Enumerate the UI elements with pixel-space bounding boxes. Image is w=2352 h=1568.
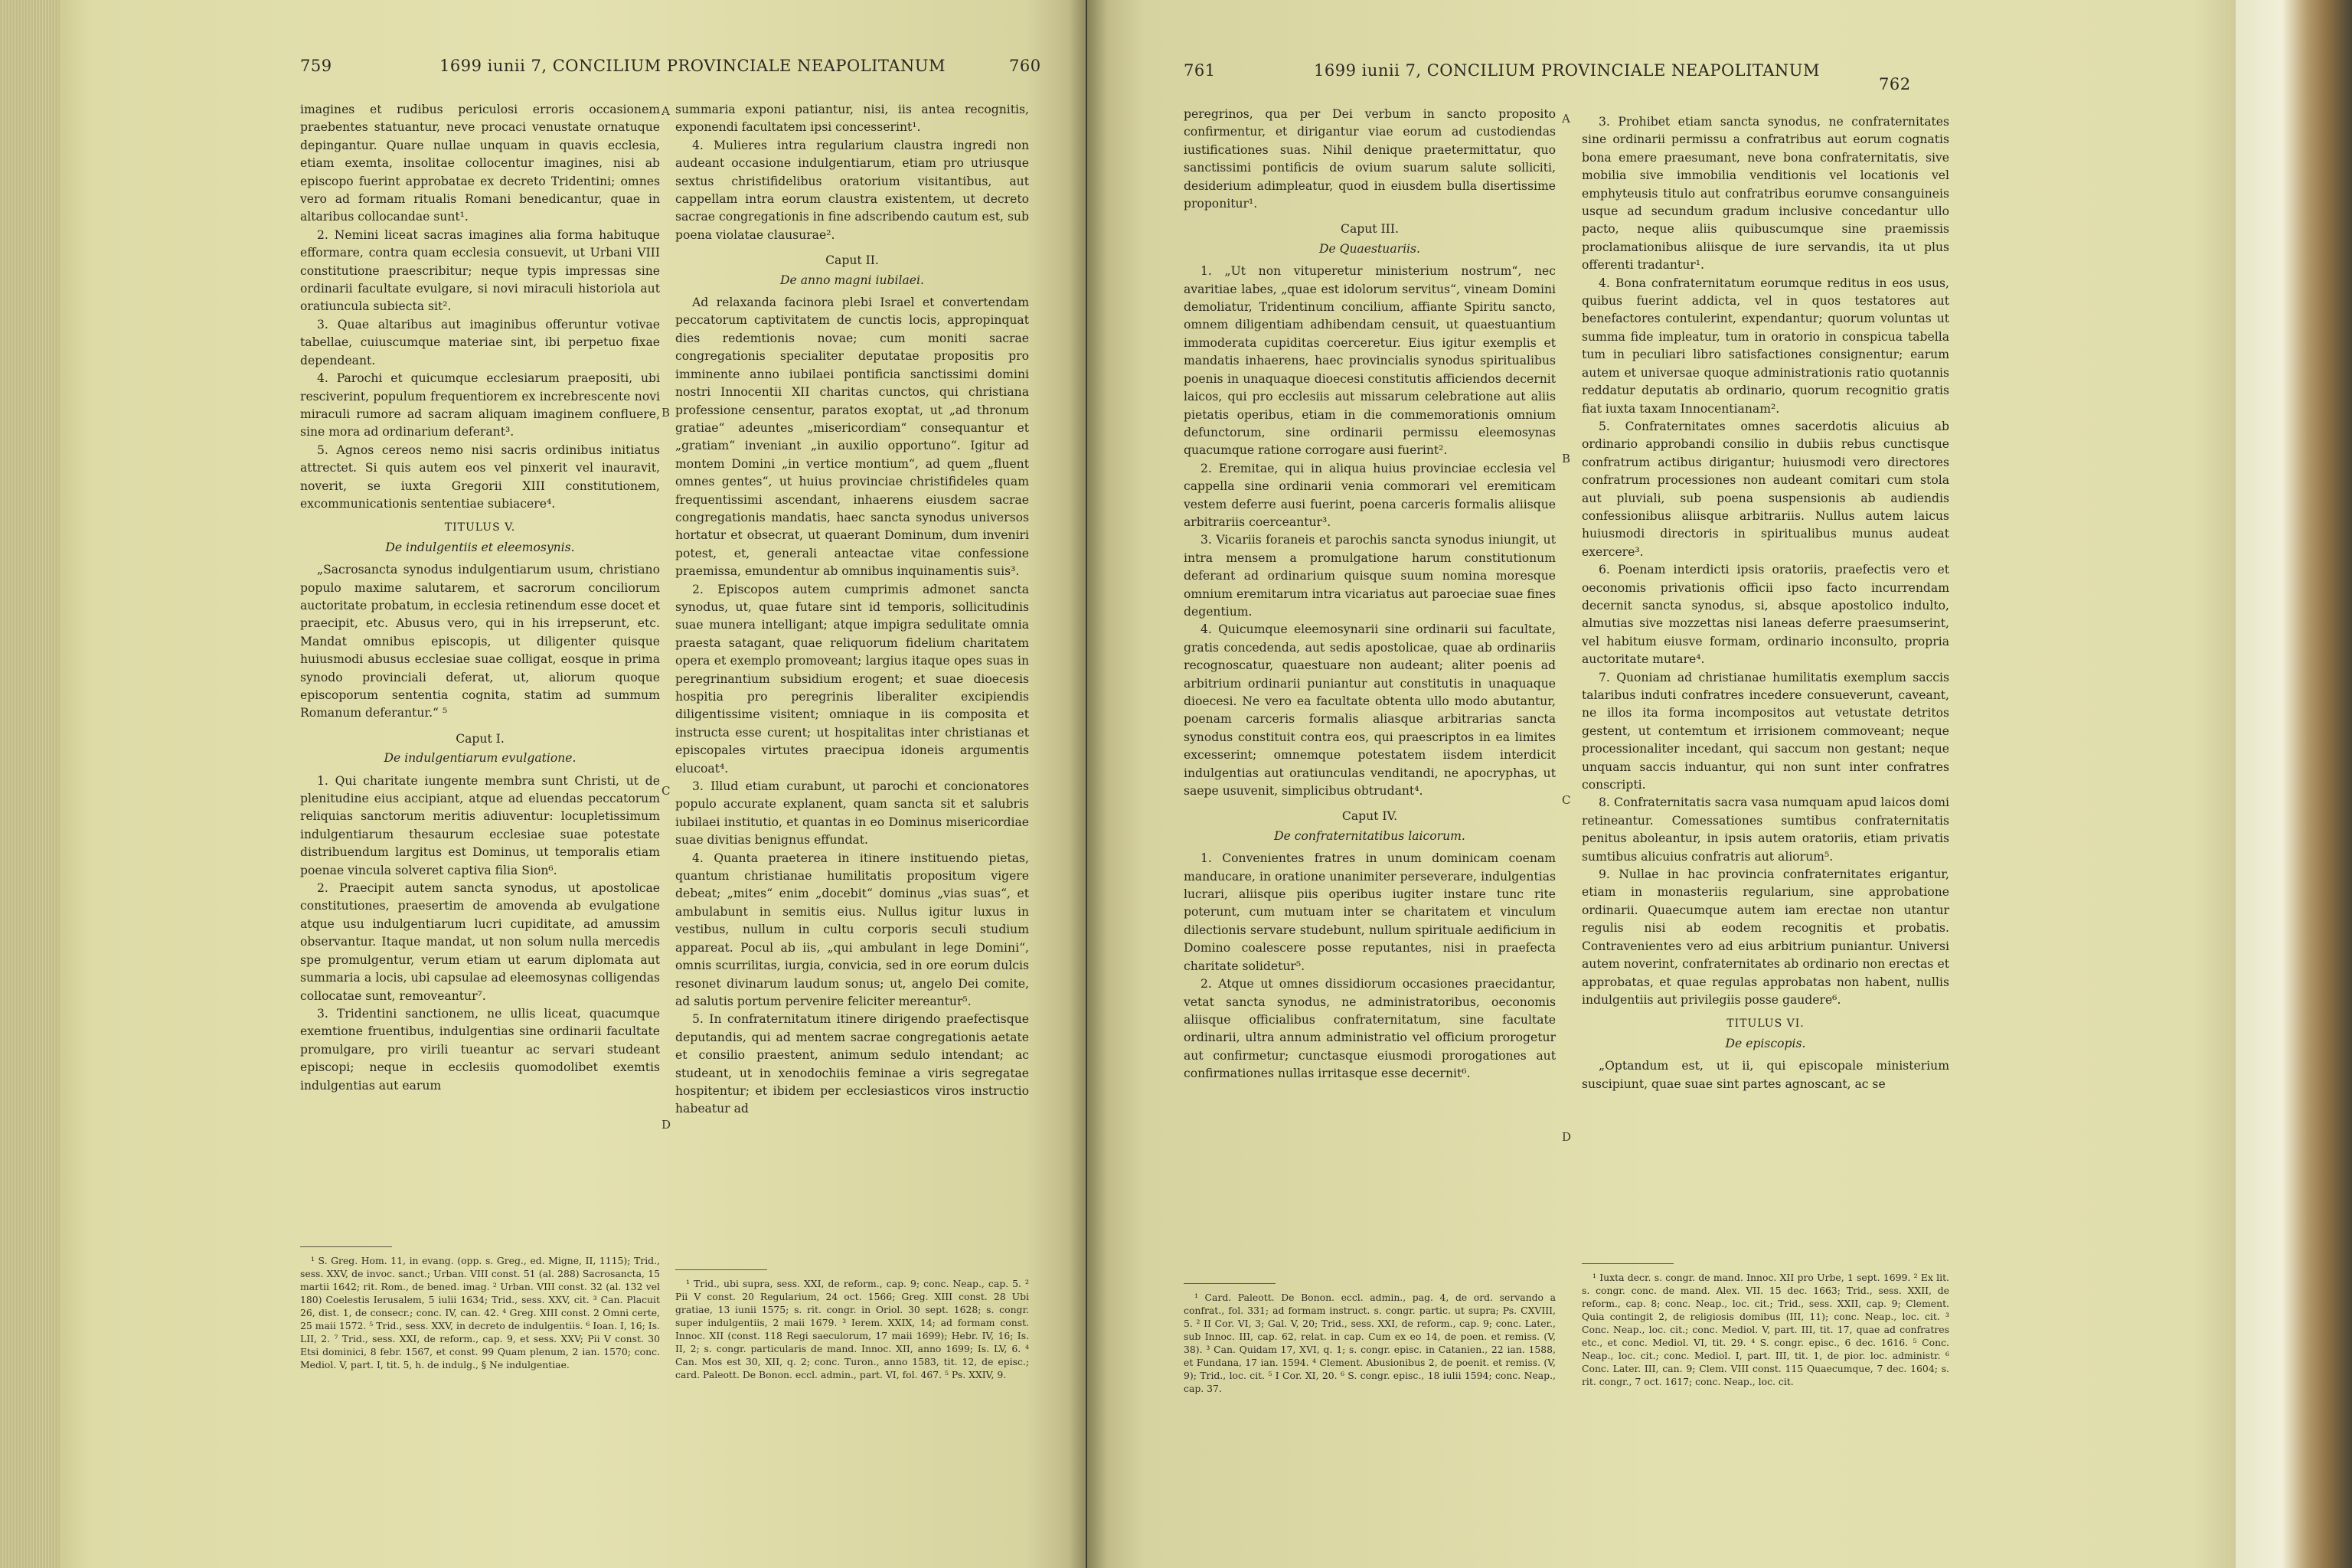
footnote-text: ¹ S. Greg. Hom. 11, in evang. (opp. s. Greg., ed. Migne, II, 1115); Trid., sess. XXV, de invoc. sanct.; Urban. VIII const. 51 (al. 288) Sacrosancta, 15 martii 1642; rit. Rom., de bened. imag. ² Urban. VIII const. 32 (al. 132 vel 180) Coelestis Ierusalem, 5 iulii 1634; Trid., sess. XXV, cit. ³ Can. Placuit 26, dist. 1, de consecr.; conc. IV, can. 42. ⁴ Greg. XIII const. 2 Omni certe, 25 maii 1572. ⁵ Trid., sess. XXV, in decreto de indulgentiis. ⁶ Ioan. I, 16; Is. LII, 2. ⁷ Trid., sess. XXI, de reform., cap. 9, et sess. XXV; Pii V const. 30 Etsi dominici, 8 febr. 1567, et const. 99 Quam plenum, 2 ian. 1570; conc. Mediol. V, part. I, tit. 5, h. de indulg., § Ne indulgentiae.: [300, 1255, 660, 1370]
paragraph: 3. Illud etiam curabunt, ut parochi et concionatores populo accurate explanent, quam sancta sit et salubris iubilaei institutio, et quantas in eo Dominus misericordiae suae divitias benignus effundat.: [675, 779, 1029, 848]
paragraph: 5. Agnos cereos nemo nisi sacris ordinibus initiatus attrectet. Si quis autem eos vel pinxerit vel inauravit, noverit, se iuxta Gregorii XIII constitutionem, excommunicationis sententiae subiacere⁴.: [300, 443, 660, 511]
margin-letter: B: [1562, 452, 1571, 466]
left-column-1: [300, 101, 660, 1095]
margin-letter: C: [1562, 793, 1571, 807]
margin-letter: D: [662, 1118, 671, 1132]
paragraph: 4. Bona confraternitatum eorumque reditus in eos usus, quibus fuerint addicta, vel in quos testatores aut benefactores contulerint, expendantur; quorum voluntas ut summa fide impleatur, tum in oratorio in conspicua tabella tum in peculiari libro satisfactiones consignentur; earum autem et universae quoque administrationis ratio quotannis reddatur deputatis ab ordinario, quorum recognitio gratis fiat iuxta taxam Innocentianam².: [1582, 276, 1949, 416]
paragraph: 6. Poenam interdicti ipsis oratoriis, praefectis vero et oeconomis privationis officii ipso facto incurrendam decernit sancta synodus, si, absque apostolico indulto, almutias sive mozzettas nisi laneas deferre praesumserint, vel habitum eiusve formam, ordinario inconsulto, propria auctoritate mutare⁴.: [1582, 563, 1949, 667]
paragraph: 2. Nemini liceat sacras imagines alia forma habituque efformare, contra quam ecclesia consuevit, ut Urbani VIII constitutione praescribitur; neque typis impressas sine ordinarii facultate evulgare, si novi miraculi historiola aut oratiuncula subiecta sit².: [300, 227, 660, 314]
paragraph: 2. Episcopos autem cumprimis admonet sancta synodus, ut, quae futare sint id temporis, sollicitudinis suae munera intelligant; atque impigra sedulitate omnia praesta satagant, quae reliquorum fidelium charitatem opera et exemplo promoveant; largius itaque opes suas in peregrinantium subsidium erogent; et suae dioecesis hospitia pro peregrinis liberaliter excipiendis diligentissime visitent; omniaque in iis composita et instructa esse curent; ut hospitalitas inter christianas et episcopales virtutes praecipua idoneis argumentis elucoat⁴.: [675, 582, 1029, 776]
caput-heading: Caput IV.: [1341, 809, 1398, 824]
left-page-edges: [0, 0, 60, 1568]
paragraph: „Sacrosancta synodus indulgentiarum usum, christiano populo maxime salutarem, et sacrorum conciliorum auctoritate probatum, in ecclesia retinendum esse docet et praecipit, etc. Abusus vero, qui in his irrepserunt, etc. Mandat omnibus episcopis, ut diligenter quisque huiusmodi abusus ecclesiae suae colligat, eosque in prima synodo provinciali deferat, ut, aliorum quoque episcoporum sententia cognita, statim ad summum Romanum deferantur.“ ⁵: [300, 563, 660, 720]
footnote-text: ¹ Trid., ubi supra, sess. XXI, de reform., cap. 9; conc. Neap., cap. 5. ² Pii V const. 20 Regularium, 24 oct. 1566; Greg. XIII const. 28 Ubi gratiae, 13 iunii 1575; s. rit. congr. in Oriol. 30 sept. 1628; s. congr. super indulgentiis, 2 maii 1679. ³ Ierem. XXIX, 14; ad formam const. Innoc. XII (const. 118 Regi saeculorum, 17 maii 1699); Hebr. IV, 16; Is. II, 2; s. congr. particularis de mand. Innoc. XII, anno 1699; Is. LV, 6. ⁴ Can. Mos est 30, XII, q. 2; conc. Turon., anno 1583, tit. 12, de episc.; card. Paleott. De Bonon. eccl. admin., part. VI, fol. 467. ⁵ Ps. XXIV, 9.: [675, 1278, 1029, 1380]
margin-letter: C: [662, 784, 671, 798]
titulus-heading: TITULUS VI.: [1726, 1018, 1805, 1031]
left-column-2: [675, 101, 1029, 1119]
paragraph: 1. Convenientes fratres in unum dominicam coenam manducare, in oratione unanimiter perseverare, indulgentias lucrari, aliisque piis operibus iugiter instare tunc rite poterunt, cum mutuam inter se charitatem et vinculum dilectionis servare studebunt, nullum spirituale aedificium in Domino coalescere posse reputantes, nisi in praefecta charitate solidetur⁵.: [1184, 851, 1556, 973]
titulus-subheading: De episcopis.: [1725, 1036, 1806, 1050]
footnote-text: ¹ Iuxta decr. s. congr. de mand. Innoc. XII pro Urbe, 1 sept. 1699. ² Ex lit. s. congr. conc. de mand. Alex. VII. 15 dec. 1663; Trid., sess. XXII, de reform., cap. 8; conc. Neap., loc. cit.; Trid., sess. XXII, cap. 9; Clement. Quia contingit 2, de religiosis domibus (III, 11); conc. Neap., loc. cit. ³ Conc. Neap., loc. cit.; conc. Mediol. V, part. III, tit. 17, quae ad confratres etc., et conc. Mediol. VI, tit. 29. ⁴ S. congr. episc., 6 dec. 1616. ⁵ Conc. Neap., loc. cit.; conc. Mediol. I, part. III, tit. 1, de pior. loc. administr. ⁶ Conc. Later. III, can. 9; Clem. VIII const. 115 Quaecumque, 7 dec. 1604; s. rit. congr., 7 oct. 1617; conc. Neap., loc. cit.: [1582, 1272, 1949, 1387]
footnote-rule: [300, 1246, 392, 1247]
caput-subheading: De anno magni iubilaei.: [780, 273, 924, 287]
paragraph: 1. „Ut non vituperetur ministerium nostrum“, nec avaritiae labes, „quae est idolorum servitus“, vineam Domini demoliatur, Tridentinum concilium, affiante Spiritu sancto, omnem diligentiam adhibendam censuit, ut quaestuantium immoderata cupiditas coerceretur. Eius igitur exemplis et mandatis inhaerens, haec provincialis synodus spiritualibus poenis in unaquaque dioecesi constitutis afficiendos decernit laicos, qui pro ecclesiis aut missarum celebratione aut aliis pietatis operibus, etiam in die commemorationis omnium defunctorum, sine ordinarii permissu eleemosynas quacumque ratione corrogare ausi fuerint².: [1184, 264, 1556, 458]
caput-heading: Caput III.: [1341, 222, 1399, 237]
paragraph: 5. Confraternitates omnes sacerdotis alicuius ab ordinario approbandi consilio in dubiis rebus cunctisque confratrum actibus dirigantur; huiusmodi vero directores confratrum processiones non audeant comitari cum stola aut pluviali, sub poena suspensionis ab audiendis confessionibus aliisque arbitrariis. Nullus autem laicus huiusmodi directoris in spiritualibus munus audeat exercere³.: [1582, 419, 1949, 559]
paragraph: 2. Atque ut omnes dissidiorum occasiones praecidantur, vetat sancta synodus, ne administratoribus, oeconomis aliisque officialibus confraternitatum, sine facultate ordinarii, ultra annum administratio vel officium prorogetur aut confirmetur; cunctasque eiusmodi prorogationes aut confirmationes nullas irritasque esse decernit⁶.: [1184, 977, 1556, 1081]
footnote-rule: [1184, 1283, 1276, 1284]
right-running-title: 1699 iunii 7, CONCILIUM PROVINCIALE NEAPOLITANUM: [1314, 61, 1821, 80]
left-running-title: 1699 iunii 7, CONCILIUM PROVINCIALE NEAPOLITANUM: [439, 57, 946, 75]
margin-letter: A: [662, 104, 670, 118]
paragraph: peregrinos, qua per Dei verbum in sancto proposito confirmentur, et dirigantur viae eorum ad custodiendas iustificationes suas. Nihil denique praetermittatur, quo sanctissimi pontificis de ovium suarum salute solliciti, desiderium adimpleatur, quod in eiusdem bulla disertissime proponitur¹.: [1184, 107, 1556, 211]
right-column-2: [1582, 113, 1949, 1093]
right-footnotes-1: [1184, 1291, 1556, 1395]
paragraph: 9. Nullae in hac provincia confraternitates erigantur, etiam in monasteriis regularium, sine approbatione ordinarii. Quaecumque autem iam erectae non utantur regulis nisi ab eodem recognitis et probatis. Contravenientes vero ad eius arbitrium puniantur. Universi autem noverint, confraternitates ab ordinario non erectas et approbatas, et quae regulas approbatas non habent, nullis indulgentiis aut privilegiis posse gaudere⁶.: [1582, 867, 1949, 1007]
paragraph: 4. Quanta praeterea in itinere instituendo pietas, quantum christianae humilitatis propositum vigere debeat; „mites“ enim „docebit“ dominus „vias suas“, et ambulabunt in semitis eius. Nullus igitur luxus in vestibus, nullum in cultu corporis seculi studium appareat. Pocul ab iis, „qui ambulant in lege Domini“, omnis scurrilitas, iurgia, convicia, sed in ore eorum dulcis resonet divinarum laudum sonus; ut, angelo Dei comite, ad salutis portum pervenire feliciter mereantur⁵.: [675, 851, 1029, 1008]
left-page-number-b: 760: [1009, 57, 1041, 75]
book-gutter: [1069, 0, 1107, 1568]
caput-subheading: De confraternitatibus laicorum.: [1274, 828, 1465, 843]
right-page-edges: [2236, 0, 2352, 1568]
caput-heading: Caput I.: [456, 731, 505, 746]
paragraph: 7. Quoniam ad christianae humilitatis exemplum saccis talaribus induti confratres incedere consueverunt, caveant, ne illos ita forma incompositos aut vetustate detritos gestent, ut contemtum et irrisionem commoveant; neque processionaliter incedant, qui saccum non gestant; neque unquam saccis induantur, qui non sunt inter confratres conscripti.: [1582, 670, 1949, 792]
footnote-text: ¹ Card. Paleott. De Bonon. eccl. admin., pag. 4, de ord. servando a confrat., fol. 331; ad formam instruct. s. congr. partic. ut supra; Ps. CXVIII, 5. ² II Cor. VI, 3; Gal. V, 20; Trid., sess. XXI, de reform., cap. 9; conc. Later., sub Innoc. III, cap. 62, relat. in cap. Cum ex eo 14, de poen. et remiss. (V, 38). ³ Can. Quidam 17, XVI, q. 1; s. congr. episc. in Catanien., 22 ian. 1588, et Fundana, 17 ian. 1594. ⁴ Clement. Abusionibus 2, de poenit. et remiss. (V, 9); Trid., loc. cit. ⁵ I Cor. XI, 20. ⁶ S. congr. episc., 18 iulii 1594; conc. Neap., cap. 37.: [1184, 1292, 1556, 1394]
paragraph: 1. Qui charitate iungente membra sunt Christi, ut de plenitudine eius accipiant, atque ad eluendas peccatorum reliquias sanctorum meritis adiuventur: locupletissimum indulgentiarum thesaurum ecclesiae suae potestate distribuendum largitus est Dominus, ut temporalis etiam poenae vincula solveret captiva filia Sion⁶.: [300, 773, 660, 877]
paragraph: 2. Praecipit autem sancta synodus, ut apostolicae constitutiones, praesertim de amovenda ab evulgatione atque usu indulgentiarum lucri cupiditate, ad amussim observantur. Itaque mandat, ut non solum nulla mercedis spe promulgentur, verum etiam ut earum diplomata aut summaria a locis, ubi capsulae ad eleemosynas colligendas collocatae sunt, removeantur⁷.: [300, 881, 660, 1003]
titulus-subheading: De indulgentiis et eleemosynis.: [385, 540, 575, 554]
right-page-number-a: 761: [1184, 61, 1216, 80]
caput-subheading: De indulgentiarum evulgatione.: [384, 751, 577, 766]
titulus-heading: TITULUS V.: [444, 521, 516, 534]
paragraph: 4. Quicumque eleemosynarii sine ordinarii sui facultate, gratis concedenda, aut sedis apostolicae, quae ab ordinariis recognoscatur, quaestuare non audeant; aliter poenis ad arbitrium ordinarii puniantur aut constitutis in unaquaque dioecesi. Ne vero ea facultate obtenta ullo modo abutantur, poenam carceris formalis aliasque arbitrarias sancta synodus constituit contra eos, qui praescriptos in ea limites excesserint; omnemque potestatem iisdem interdicit indulgentias aut oratiunculas venditandi, ne apocryphas, ut saepe usuvenit, simplicibus obtrudant⁴.: [1184, 622, 1556, 799]
paragraph: 3. Vicariis foraneis et parochis sancta synodus iniungit, ut intra mensem a promulgatione harum constitutionum deferant ad ordinarium quisque suum nomina moresque omnium eremitarum intra vicariatus aut paroeciae suae fines degentium.: [1184, 533, 1556, 619]
paragraph: „Optandum est, ut ii, qui episcopale ministerium suscipiunt, quae suae sint partes agnoscant, ac se: [1582, 1059, 1949, 1091]
footnote-rule: [675, 1269, 767, 1270]
paragraph: Ad relaxanda facinora plebi Israel et convertendam peccatorum captivitatem de cunctis locis, appropinquat dies redemtionis novae; cum moniti sacrae congregationis specialiter deputatae propositis pro imminente anno iubilaei pontificia sanctissimi domini nostri Innocentii XII charitas cunctos, qui christiana professione censentur, paratos exoptat, ut „ad thronum gratiae“ adeuntes „misericordiam“ consequantur et „gratiam“ inveniant „in auxilio opportuno“. Igitur ad montem Domini „in vertice montium“, ad quem „fluent omnes gentes“, ut huius provinciae christifideles quam frequentissimi ascendant, inhaerens eiusdem sacrae congregationis mandatis, haec sancta synodus universos hortatur et obsecrat, ut quaerant Dominum, dum inveniri potest, et, generali anteactae vitae confessione praemissa, emundentur ab omnibus inquinamentis suis³.: [675, 296, 1029, 579]
left-footnotes-1: [300, 1254, 660, 1371]
caput-heading: Caput II.: [825, 253, 879, 268]
margin-letter: A: [1562, 112, 1570, 126]
left-page-number-a: 759: [300, 57, 332, 75]
right-column-1: [1184, 106, 1556, 1083]
right-page-number-b: 762: [1879, 75, 1911, 93]
paragraph: imagines et rudibus periculosi erroris occasionem praebentes statuantur, neve procaci venustate ornatuque depingantur. Quare nullae unquam in quavis ecclesia, etiam exemta, insolitae collocentur imagines, nisi ab episcopo fuerint approbatae ex decreto Tridentini; omnes vero ad formam ritualis Romani benedicantur, quae in altaribus collocandae sunt¹.: [300, 103, 660, 224]
right-footnotes-2: [1582, 1271, 1949, 1388]
paragraph: 4. Mulieres intra regularium claustra ingredi non audeant occasione indulgentiarum, etiam pro utriusque sextus christifidelibus oratorium visitantibus, aut cappellam intra eorum claustra existentem, ut decreto sacrae congregationis in fine adscribendo cautum est, sub poena violatae clausurae².: [675, 138, 1029, 242]
paragraph: 5. In confraternitatum itinere dirigendo praefectisque deputandis, qui ad mentem sacrae congregationis aetate et consilio praestent, animum sedulo intendant; ac studeant, ut in xenodochiis feminae a viris segregatae hospitentur; et ibidem per ecclesiasticos viros instructio habeatur ad: [675, 1012, 1029, 1116]
caput-subheading: De Quaestuariis.: [1318, 241, 1421, 256]
left-footnotes-2: [675, 1277, 1029, 1381]
margin-letter: B: [662, 406, 671, 420]
paragraph: 4. Parochi et quicumque ecclesiarum praepositi, ubi resciverint, populum frequentiorem ex increbrescente novi miraculi rumore ad sacram aliquam imaginem confluere, sine mora ad ordinarium deferant³.: [300, 371, 660, 439]
paragraph: 3. Prohibet etiam sancta synodus, ne confraternitates sine ordinarii permissu a confratribus aut eorum cognatis bona emere praesumant, neve bona confraternitatis, sive mobilia sive immobilia venditionis vel locationis vel emphyteusis titulo aut confratribus eorumve consanguineis usque ad secundum gradum inclusive concedantur ullo pacto, neque aliis quibuscumque sine praemissis proclamationibus aliisque de iure servandis, ita ut plus offerenti tradantur¹.: [1582, 115, 1949, 273]
paragraph: 2. Eremitae, qui in aliqua huius provinciae ecclesia vel cappella sine ordinarii venia commorari vel eremiticam vestem deferre ausi fuerint, poena carceris formalis aliisque arbitrariis coerceantur³.: [1184, 461, 1556, 529]
paragraph: 8. Confraternitatis sacra vasa numquam apud laicos domi retineantur. Comessationes sumtibus confraternitatis penitus aboleantur, in ipsis autem oratoriis, etiam privatis sumtibus alicuius confratris aut aliorum⁵.: [1582, 795, 1949, 864]
paragraph: 3. Tridentini sanctionem, ne ullis liceat, quacumque exemtione fruentibus, indulgentias sine ordinarii facultate promulgare, pro virili tueantur ac servari studeant episcopi; neque in ecclesiis quomodolibet exemtis indulgentias aut earum: [300, 1006, 660, 1093]
footnote-rule: [1582, 1263, 1674, 1264]
margin-letter: D: [1562, 1130, 1572, 1144]
paragraph: summaria exponi patiantur, nisi, iis antea recognitis, exponendi facultatem ipsi concesserint¹.: [675, 103, 1029, 135]
paragraph: 3. Quae altaribus aut imaginibus offeruntur votivae tabellae, cuiuscumque materiae sint, ibi perpetuo fixae dependeant.: [300, 317, 660, 368]
